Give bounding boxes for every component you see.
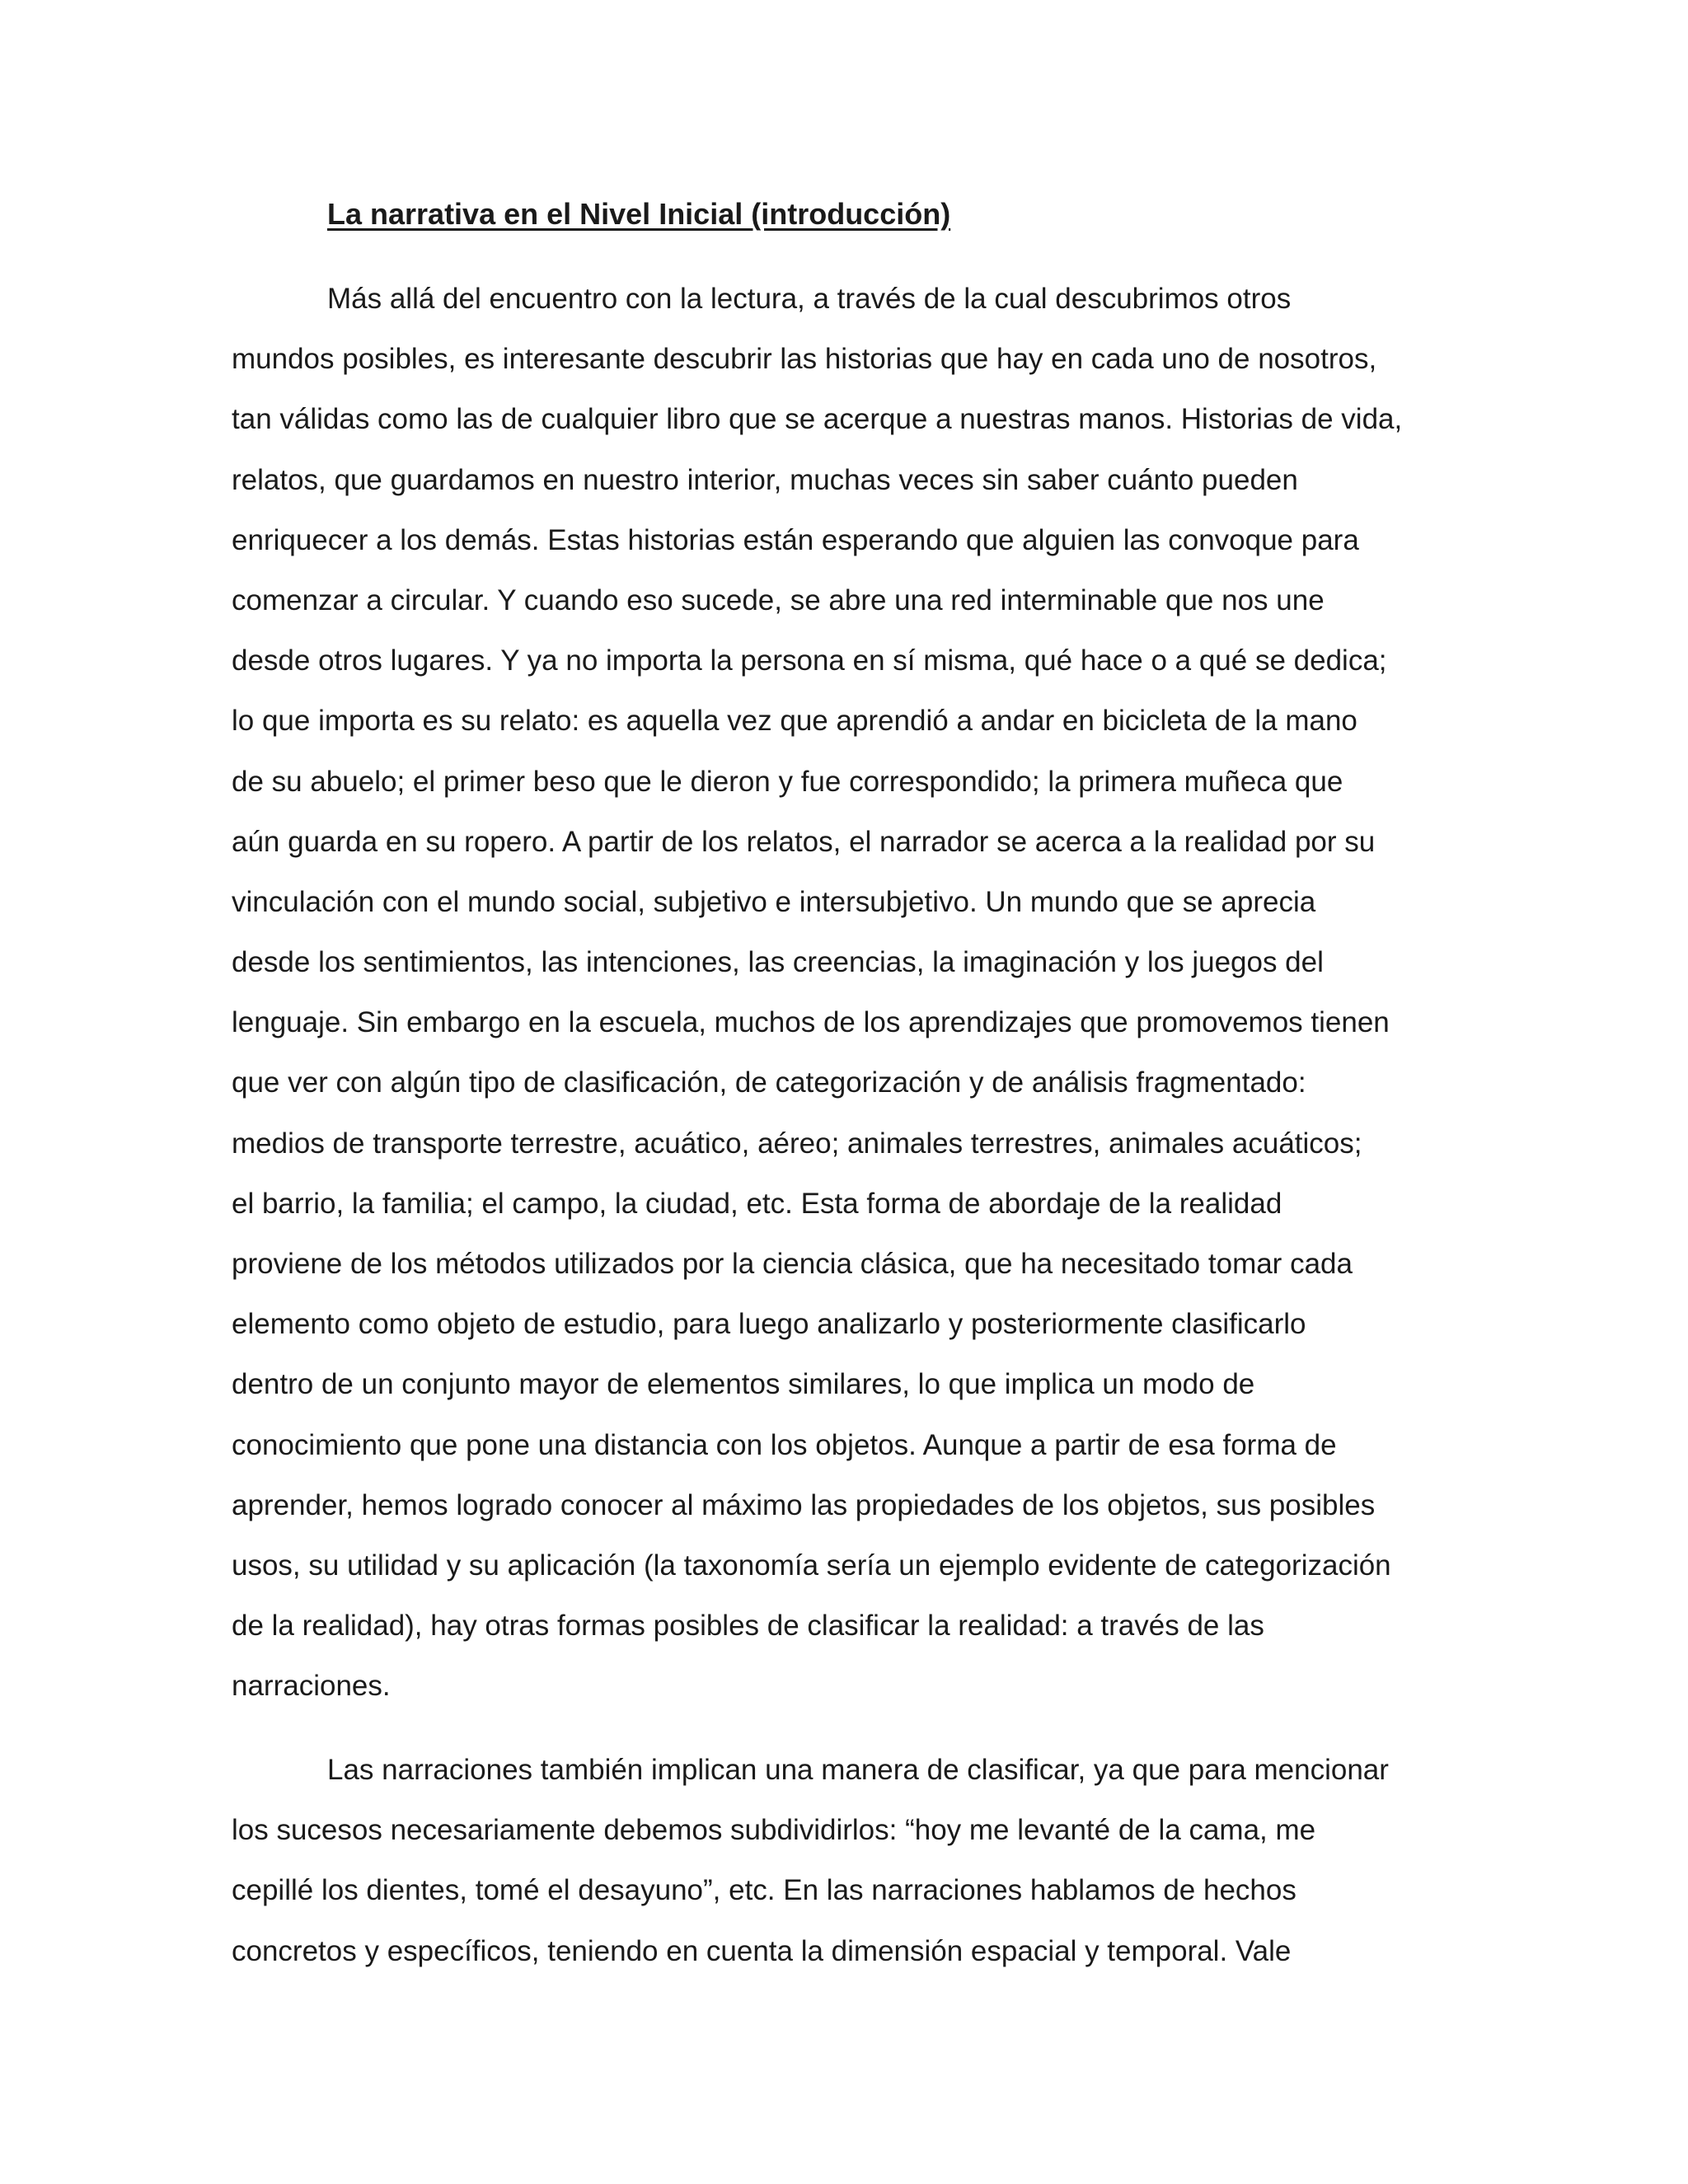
paragraph-line: de la realidad), hay otras formas posibles de clasificar la realidad: a través de las bbox=[232, 1610, 1264, 1643]
paragraph-line: de su abuelo; el primer beso que le dieron y fue correspondido; la primera muñeca que bbox=[232, 765, 1343, 798]
paragraph-1 bbox=[232, 269, 1451, 1717]
paragraph-line: lo que importa es su relato: es aquella vez que aprendió a andar en bicicleta de la mano bbox=[232, 705, 1357, 738]
paragraph-line: que ver con algún tipo de clasificación, de categorización y de análisis fragmentado: bbox=[232, 1066, 1306, 1099]
paragraph-line: dentro de un conjunto mayor de elementos similares, lo que implica un modo de bbox=[232, 1368, 1255, 1401]
document-title: La narrativa en el Nivel Inicial (introducción) bbox=[327, 197, 951, 231]
paragraph-line: medios de transporte terrestre, acuático, aéreo; animales terrestres, animales acuáticos; bbox=[232, 1127, 1362, 1160]
paragraph-line: cepillé los dientes, tomé el desayuno”, etc. En las narraciones hablamos de hechos bbox=[232, 1874, 1296, 1907]
paragraph-line: enriquecer a los demás. Estas historias están esperando que alguien las convoque para bbox=[232, 523, 1359, 556]
paragraph-line: comenzar a circular. Y cuando eso sucede, se abre una red interminable que nos une bbox=[232, 583, 1325, 616]
paragraph-line: aún guarda en su ropero. A partir de los relatos, el narrador se acerca a la realidad por su bbox=[232, 825, 1376, 858]
paragraph-line: desde los sentimientos, las intenciones, las creencias, la imaginación y los juegos del bbox=[232, 946, 1324, 979]
paragraph-line: desde otros lugares. Y ya no importa la persona en sí misma, qué hace o a qué se dedica; bbox=[232, 644, 1387, 677]
paragraph-line: los sucesos necesariamente debemos subdividirlos: “hoy me levanté de la cama, me bbox=[232, 1814, 1316, 1847]
paragraph-line: tan válidas como las de cualquier libro que se acerque a nuestras manos. Historias de vida, bbox=[232, 403, 1403, 436]
paragraph-line: aprender, hemos logrado conocer al máximo las propiedades de los objetos, sus posibles bbox=[232, 1488, 1376, 1521]
paragraph-line: usos, su utilidad y su aplicación (la taxonomía sería un ejemplo evidente de categorización bbox=[232, 1549, 1391, 1582]
paragraph-line: mundos posibles, es interesante descubrir las historias que hay en cada uno de nosotros, bbox=[232, 343, 1377, 376]
paragraph-line: conocimiento que pone una distancia con los objetos. Aunque a partir de esa forma de bbox=[232, 1428, 1337, 1461]
paragraph-line: Más allá del encuentro con la lectura, a través de la cual descubrimos otros bbox=[327, 283, 1292, 315]
paragraph-line: el barrio, la familia; el campo, la ciudad, etc. Esta forma de abordaje de la realidad bbox=[232, 1187, 1282, 1220]
paragraph-line: elemento como objeto de estudio, para luego analizarlo y posteriormente clasificarlo bbox=[232, 1308, 1306, 1341]
paragraph-2 bbox=[232, 1740, 1451, 1981]
paragraph-line: proviene de los métodos utilizados por la ciencia clásica, que ha necesitado tomar cada bbox=[232, 1248, 1353, 1280]
paragraph-line: relatos, que guardamos en nuestro interior, muchas veces sin saber cuánto pueden bbox=[232, 463, 1298, 496]
paragraph-line: vinculación con el mundo social, subjetivo e intersubjetivo. Un mundo que se aprecia bbox=[232, 885, 1316, 918]
paragraph-line: concretos y específicos, teniendo en cuenta la dimensión espacial y temporal. Vale bbox=[232, 1934, 1292, 1967]
paragraph-line: Las narraciones también implican una manera de clasificar, ya que para mencionar bbox=[327, 1754, 1389, 1786]
paragraph-line: narraciones. bbox=[232, 1670, 391, 1703]
paragraph-line: lenguaje. Sin embargo en la escuela, muchos de los aprendizajes que promovemos tienen bbox=[232, 1006, 1390, 1039]
